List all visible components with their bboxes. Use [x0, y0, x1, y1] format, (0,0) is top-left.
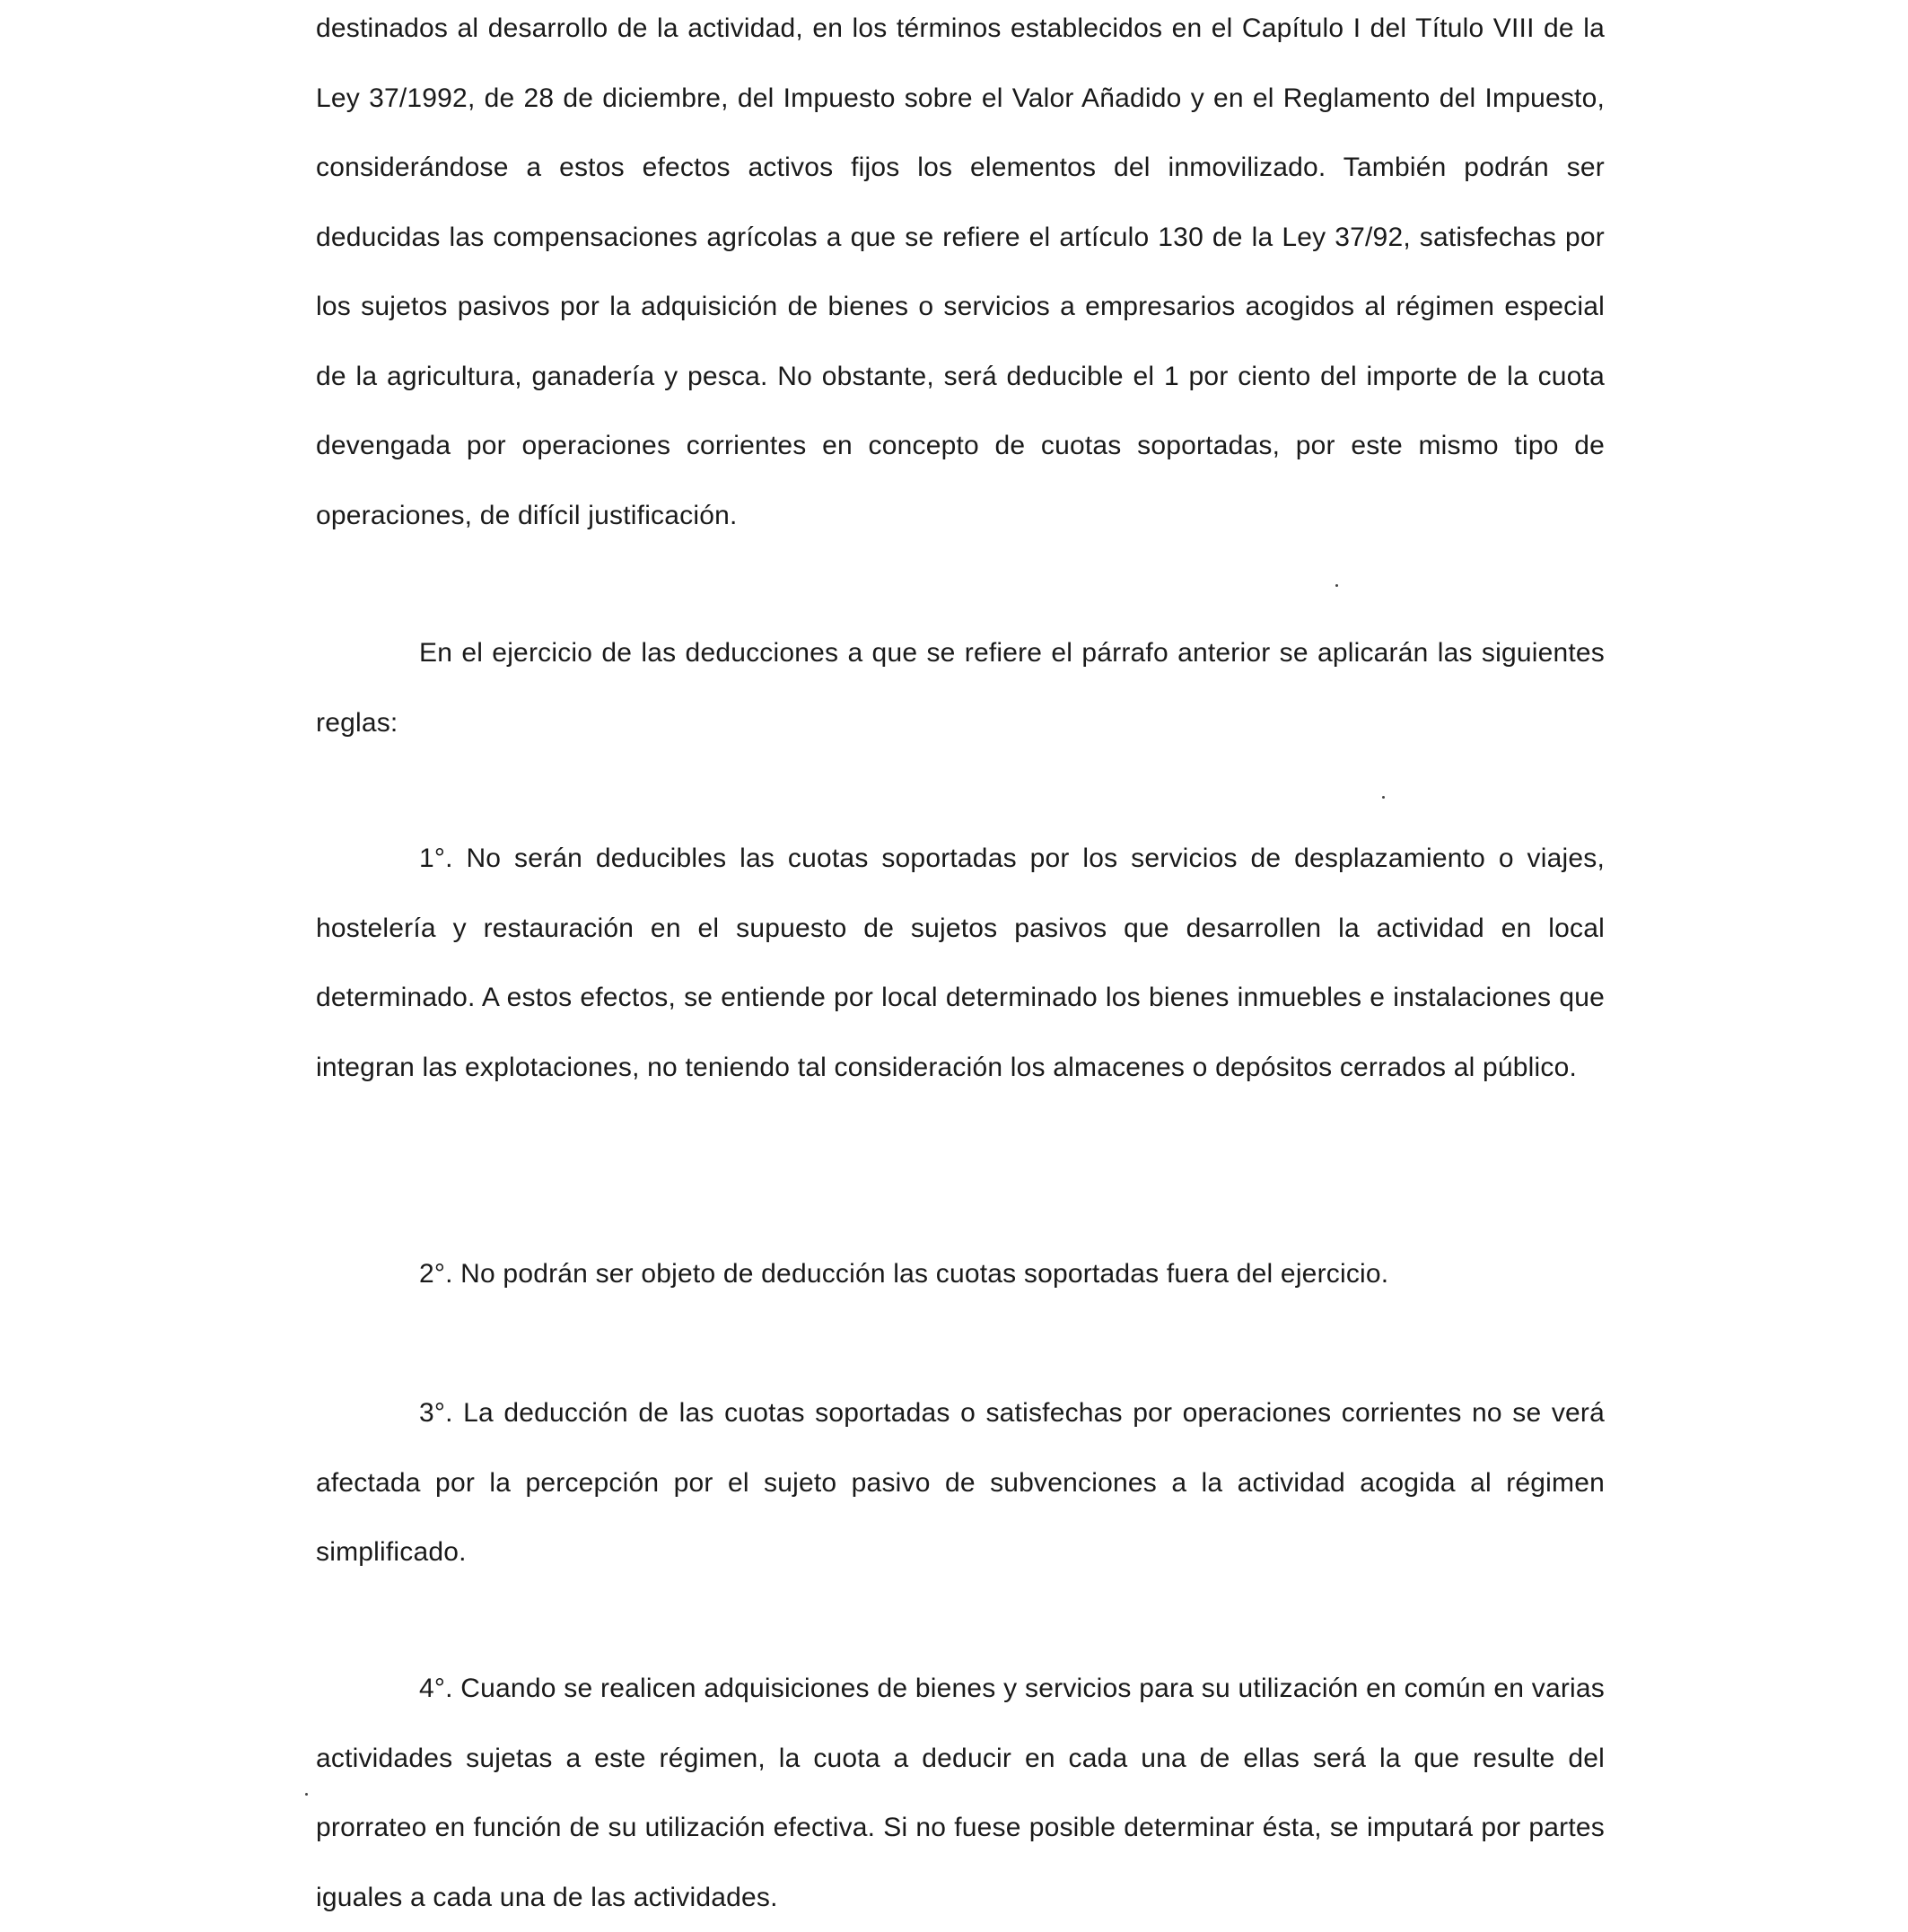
- scan-speck: [1382, 796, 1385, 799]
- paragraph-deducciones-activos: [316, 0, 1605, 550]
- paragraph-regla-1: [316, 824, 1605, 1102]
- scan-speck: [305, 1793, 308, 1796]
- paragraph-text: destinados al desarrollo de la actividad, en los términos establecidos en el Capítulo I del Título VIII de la Ley 37/1992, de 28 de diciembre, del Impuesto sobre el Valor Añadido y en el Reglamento del Impuesto, considerándose a estos efectos activos fijos los elementos del inmovilizado. También podrán ser deducidas las compensaciones agrícolas a que se refiere el artículo 130 de la Ley 37/92, satisfechas por los sujetos pasivos por la adquisición de bienes o servicios a empresarios acogidos al régimen especial de la agricultura, ganadería y pesca. No obstante, será deducible el 1 por ciento del importe de la cuota devengada por operaciones corrientes en concepto de cuotas soportadas, por este mismo tipo de operaciones, de difícil justificación.: [316, 13, 1605, 530]
- paragraph-text: 3°. La deducción de las cuotas soportadas o satisfechas por operaciones corrientes no se verá afectada por la percepción por el sujeto pasivo de subvenciones a la actividad acogida al régimen simplificado.: [316, 1398, 1605, 1567]
- scan-speck: [1335, 584, 1338, 587]
- paragraph-regla-3: [316, 1378, 1605, 1587]
- paragraph-text: 4°. Cuando se realicen adquisiciones de bienes y servicios para su utilización en común en varias actividades sujetas a este régimen, la cuota a deducir en cada una de ellas será la que resulte del prorrateo en función de su utilización efectiva. Si no fuese posible determinar ésta, se imputará por partes iguales a cada una de las actividades.: [316, 1674, 1605, 1912]
- paragraph-text: 1°. No serán deducibles las cuotas soportadas por los servicios de desplazamiento o viajes, hostelería y restauración en el supuesto de sujetos pasivos que desarrollen la actividad en local determinado. A estos efectos, se entiende por local determinado los bienes inmuebles e instalaciones que integran las explotaciones, no teniendo tal consideración los almacenes o depósitos cerrados al público.: [316, 844, 1605, 1082]
- paragraph-regla-2: [316, 1239, 1605, 1309]
- paragraph-text: En el ejercicio de las deducciones a que se refiere el párrafo anterior se aplicarán las siguientes reglas:: [316, 638, 1605, 738]
- paragraph-reglas-intro: [316, 618, 1605, 757]
- paragraph-text: 2°. No podrán ser objeto de deducción las cuotas soportadas fuera del ejercicio.: [419, 1259, 1389, 1289]
- paragraph-regla-4: [316, 1654, 1605, 1932]
